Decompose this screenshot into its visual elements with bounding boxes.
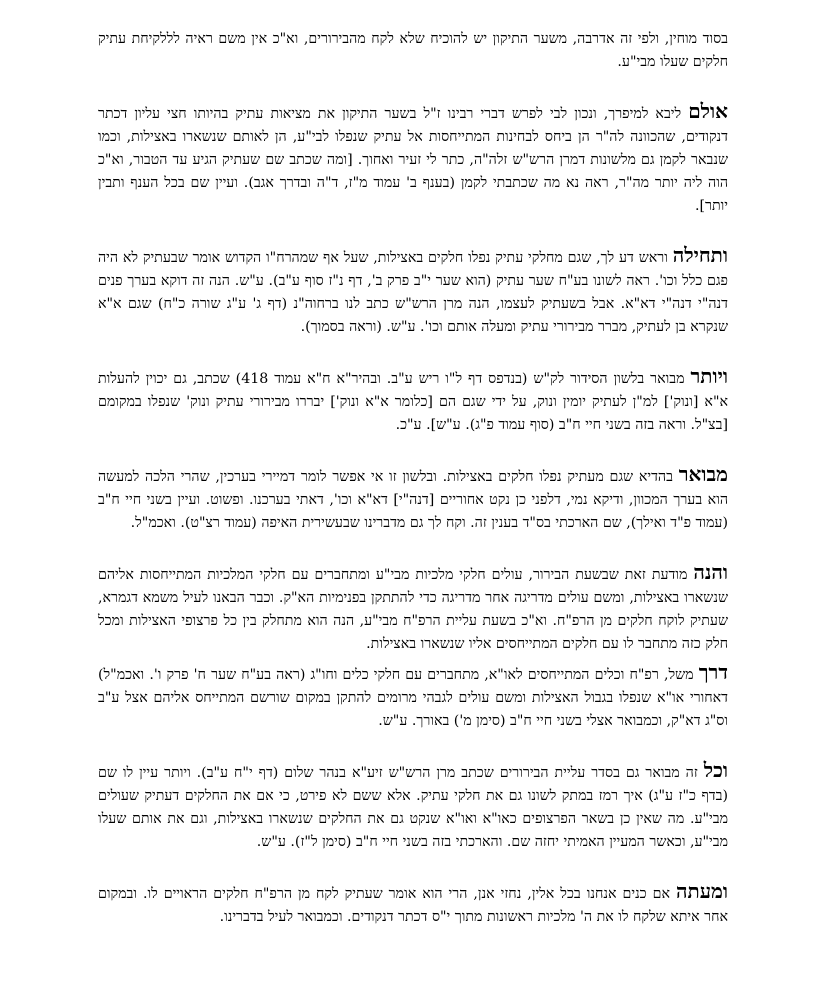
paragraph-lead-word: ומעתה	[676, 879, 728, 903]
paragraph-lead-word: ויותר	[690, 364, 728, 388]
paragraph-vechol	[98, 758, 728, 854]
paragraph-veyoter	[98, 364, 728, 437]
paragraph-text: בהדיא שגם מעתיק נפלו חלקים באצילות. ובלשון זו אי אפשר לומר דמיירי בערכין, שהרי הלכה למעשה הוא בערך המכוון, ודיקא נמי, דלפני כן נקט אחוריים [דנה"י] דא"א וכו', דאתי בערכנו. ופשוט. ועיין בשני חיי ח"ב (עמוד פ"ד ואילך), שם הארכתי בס"ד בענין זה. וקח לך גם מדברינו שבעשירית האיפה (עמוד רצ"ט). ואכמ"ל.	[98, 469, 728, 531]
paragraph-lead-word: ותחילה	[672, 243, 728, 267]
paragraph-lead-word: וכל	[703, 758, 728, 782]
paragraph-text: בסוד מוחין, ולפי זה אדרבה, משער התיקון יש להוכיח שלא לקח מהבירורים, וא"כ אין משם ראיה לללקיחת עתיק חלקים שעלו מבי"ע.	[98, 31, 728, 70]
paragraph-text: מבואר בלשון הסידור לק"ש (בנדפס דף ל"ו ריש ע"ב. ובהיר"א ח"א עמוד 418) שכתב, גם יכוין להעלות א"א [ונוק'] למ"ן לעתיק יומין ונוק, על ידי שגם הם [כלומר א"א ונוק'] יבררו מבירורי עתיק ונוק' שנפלו במקומם [בצ"ל. וראה בזה בשני חיי ח"ב (סוף עמוד פ"ג). ע"ש]. ע"כ.	[98, 371, 728, 433]
paragraph-ulam	[98, 99, 728, 218]
paragraph-mevoar	[98, 462, 728, 535]
paragraph-text: וראש דע לך, שגם מחלקי עתיק נפלו חלקים באצילות, שעל אף שמהרח"ו הקדוש אומר שבעתיק לא היה פגם כלל וכו'. ראה לשונו בע"ח שער עתיק (הוא שער י"ב פרק ב', דף נ"ז סוף ע"ב). ע"ש. הנה זה דוקא בערך פנים דנה"י דנה"י דא"א. אבל בשעתיק לעצמו, הנה מרן הרש"ש כתב לנו ברחוה"נ (דף ג' ע"ג שורה כ"ח) שגם א"א שנקרא בן לעתיק, מברר מבירורי עתיק ומעלה אותם וכו'. ע"ש. (וראה בסמוך).	[98, 250, 728, 335]
paragraph-vetchila	[98, 243, 728, 339]
paragraph-derech	[98, 660, 728, 733]
paragraph-umeata	[98, 879, 728, 929]
paragraph-text: ליבא למיפרך, ונכון לבי לפרש דברי רבינו ז"ל בשער התיקון את מציאות עתיק בהיותו חצי עליון דכתר דנקודים, שהכוונה לה"ר הן ביחס לבחינות המתייחסות אל עתיק שנפלו לבי"ע, הן לאותם שנשארו באצילות, וכמו שנבאר לקמן גם מלשונות דמרן הרש"ש זלה"ה, כתר לי זעיר ואחוך. [ומה שכתב שם שעתיק הגיע עד הטבור, וא"כ הוה ליה יותר מה"ר, ראה נא מה שכתבתי לקמן (בענף ב' עמוד מ"ז, ד"ה ובדרך אגב). ועיין שם בכל הענף ותבין יותר].	[98, 106, 728, 214]
paragraph-lead-word: והנה	[693, 560, 728, 584]
paragraph-text: אם כנים אנחנו בכל אלין, נחזי אנן, הרי הוא אומר שעתיק לקח מן הרפ"ח חלקים הראויים לו. ובמקום אחר איתא שלקח לו את ה' מלכיות ראשונות מתוך י"ס דכתר דנקודים. וכמבואר לעיל בדברינו.	[98, 886, 728, 925]
paragraph-continued	[98, 28, 728, 74]
paragraph-lead-word: מבואר	[678, 462, 728, 486]
paragraph-text: משל, רפ"ח וכלים המתייחסים לאו"א, מתחברים עם חלקי כלים וחו"ג (ראה בע"ח שער ח' פרק ו'. ואכמ"ל) דאחורי או"א שנפלו בגבול האצילות ומשם עולים לגבהי מרומים להתקן במקום שורשם המתייחס אליהם אצל ע"ב וס"ג דא"ק, וכמבואר אצלי בשני חיי ח"ב (סימן מ') באורך. ע"ש.	[98, 667, 728, 729]
paragraph-text: מודעת זאת שבשעת הבירור, עולים חלקי מלכיות מבי"ע ומתחברים עם חלקי המלכיות המתייחסות אליהם שנשארו באצילות, ומשם עולים מדריגה אחר מדריגה כדי להתתקן בפנימיות הא"ק. וכבר הבאנו לעיל משמא דגמרא, שעתיק לוקח חלקים מן הרפ"ח. וא"כ בשעת עליית הרפ"ח מבי"ע, הנה הוא מתחלק בין כל פרצופי האצילות ומכל חלק כזה מתחבר לו עם חלקים המתייחסים אליו שנשארו באצילות.	[98, 567, 728, 652]
paragraph-text: זה מבואר גם בסדר עליית הבירורים שכתב מרן הרש"ש זיע"א בנהר שלום (דף י"ח ע"ב). ויותר עיין לו שם (בדף כ"ז ע"ג) איך רמז במתק לשונו גם את חלקי עתיק. אלא ששם לא פירט, כי אם את החלקים דעתיק שעולים מבי"ע. מה שאין כן בשאר הפרצופים כאו"א ואו"א שנקט גם את החלקים שנשארו באצילות, וגם את אותם שעלו מבי"ע, וכאשר המעיין האמיתי יחזה שם. והארכתי בזה בשני חיי ח"ב (סימן ל"ז). ע"ש.	[98, 765, 728, 850]
paragraph-lead-word: דרך	[698, 660, 728, 684]
paragraph-lead-word: אולם	[688, 99, 728, 123]
paragraph-vehine	[98, 560, 728, 656]
